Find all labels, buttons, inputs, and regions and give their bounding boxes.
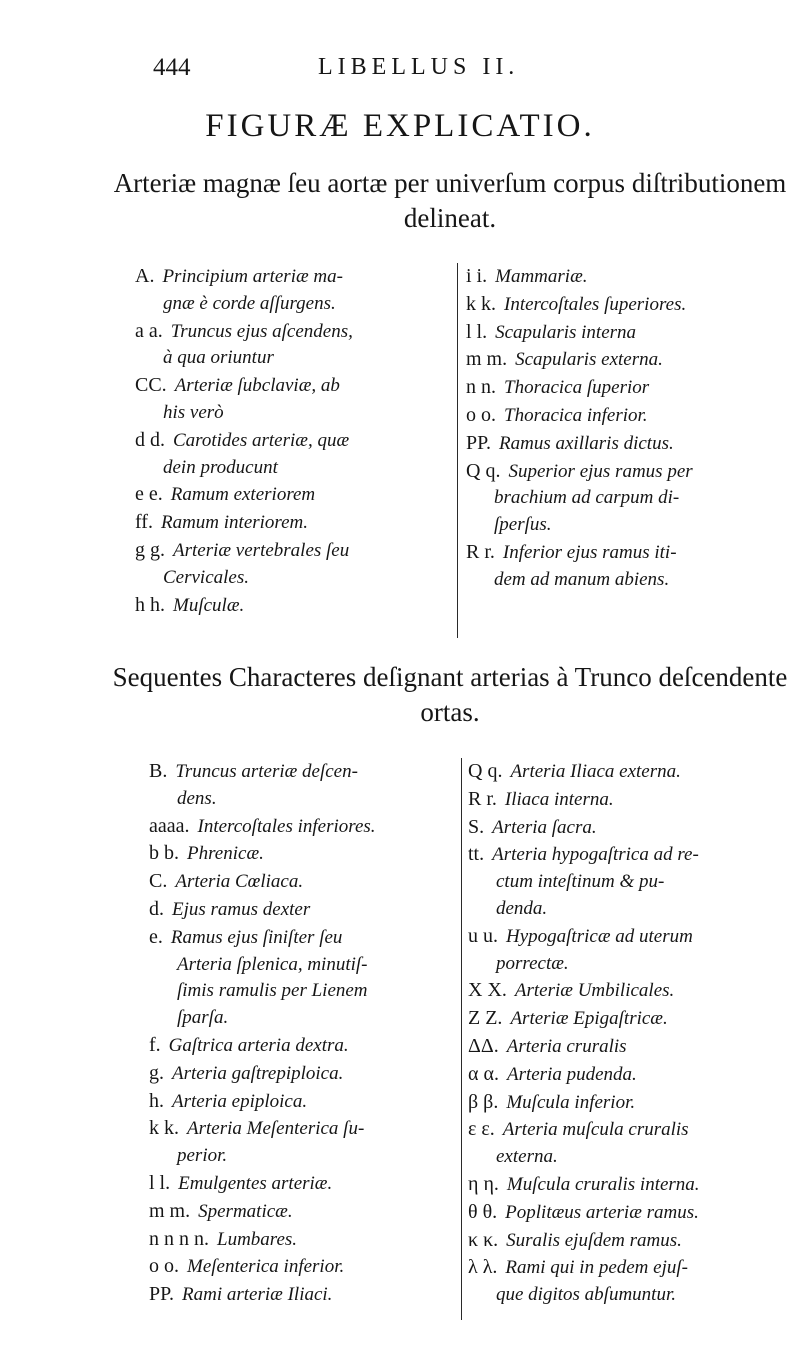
legend-label: d. [149, 897, 164, 920]
legend-entry [135, 372, 353, 400]
legend-label: n n. [466, 376, 496, 399]
legend-text: que digitos abſumuntur. [496, 1284, 676, 1306]
legend-entry [149, 1060, 376, 1088]
legend-label: λ λ. [468, 1256, 498, 1279]
legend-entry [466, 319, 693, 347]
legend-text: Ramus ejus ſiniſter ſeu [170, 926, 343, 948]
legend-label: g. [149, 1061, 164, 1084]
legend-entry [468, 1089, 700, 1117]
legend-entry [468, 1005, 700, 1033]
legend-entry [468, 841, 700, 869]
legend-text: Arteria muſcula cruralis [502, 1119, 689, 1141]
legend-entry [149, 1253, 376, 1281]
legend-text: Mammariæ. [495, 266, 588, 287]
legend-text: Scapularis interna [495, 321, 637, 343]
legend-label: g g. [135, 538, 165, 561]
legend-column-left [135, 263, 353, 619]
legend-text: Inferior ejus ramus iti- [502, 541, 677, 563]
legend-text: Arteria Iliaca externa. [510, 761, 681, 782]
legend-entry [468, 1116, 700, 1144]
legend-entry [135, 427, 353, 455]
legend-text: externa. [496, 1146, 558, 1168]
legend-entry [466, 402, 693, 430]
legend-entry [149, 868, 376, 896]
legend-entry [466, 346, 693, 374]
legend-text: à qua oriuntur [163, 347, 274, 369]
legend-text: Carotides arteriæ, quæ [173, 429, 350, 451]
legend-entry [466, 539, 693, 567]
legend-label: R r. [466, 540, 495, 563]
column-divider [461, 758, 462, 1320]
legend-column-right [466, 263, 693, 594]
legend-label: u u. [468, 924, 498, 947]
legend-entry [466, 485, 693, 512]
legend-entry [466, 567, 693, 594]
legend-text: Rami qui in pedem ejuſ- [505, 1257, 688, 1279]
legend-text: dens. [177, 787, 217, 809]
legend-label: Z Z. [468, 1007, 503, 1030]
legend-entry [149, 1226, 376, 1254]
legend-text: Hypogaſtricæ ad uterum [506, 925, 693, 947]
legend-label: f. [149, 1033, 161, 1056]
legend-text: Emulgentes arteriæ. [178, 1172, 333, 1194]
legend-label: S. [468, 815, 485, 838]
legend-label: α α. [468, 1062, 499, 1085]
legend-entry [466, 291, 693, 319]
legend-text: Intercoſtales inferiores. [197, 815, 376, 837]
legend-text: Muſcula inferior. [506, 1091, 636, 1113]
legend-label: B. [149, 760, 168, 782]
legend-label: aaaa. [149, 814, 190, 837]
legend-entry [468, 896, 700, 923]
legend-entry [468, 869, 700, 896]
legend-entry [468, 1199, 700, 1227]
legend-entry [149, 1198, 376, 1226]
legend-text: Ramum interiorem. [160, 512, 309, 534]
legend-entry [149, 786, 376, 813]
legend-text: Scapularis externa. [515, 349, 663, 371]
legend-text: Ramum exteriorem [170, 484, 316, 506]
legend-entry [468, 786, 700, 814]
legend-entry [466, 430, 693, 458]
legend-text: Superior ejus ramus per [508, 460, 693, 482]
legend-entry [468, 951, 700, 978]
running-head [0, 54, 800, 94]
legend-entry [468, 1144, 700, 1171]
legend-text: gnæ è corde aſſurgens. [163, 292, 336, 314]
legend-text: Arteria Meſenterica ſu- [187, 1118, 365, 1140]
main-heading: FIGURÆ EXPLICATIO. [205, 108, 595, 144]
legend-entry [468, 1227, 700, 1255]
legend-text: Phrenicæ. [187, 843, 264, 865]
legend-label: η η. [468, 1172, 499, 1195]
legend-entry [149, 840, 376, 868]
legend-entry [149, 952, 376, 979]
legend-label: d d. [135, 428, 165, 451]
legend-text: Arteria cruralis [506, 1035, 627, 1057]
legend-label: o o. [466, 403, 496, 426]
legend-entry [468, 1254, 700, 1282]
legend-text: Ejus ramus dexter [172, 898, 311, 920]
legend-entry [468, 1061, 700, 1089]
legend-text: Arteria hypogaſtrica ad re- [492, 844, 699, 866]
legend-label: h h. [135, 593, 165, 616]
legend-entry [149, 1088, 376, 1116]
legend-text: Arteria ſacra. [492, 816, 597, 838]
legend-text: Arteria pudenda. [506, 1063, 637, 1085]
legend-entry [135, 592, 353, 620]
legend-entry [135, 291, 353, 318]
legend-label: o o. [149, 1255, 179, 1278]
legend-text: perior. [177, 1145, 228, 1167]
legend-text: Arteriæ vertebrales ſeu [173, 539, 350, 561]
legend-label: A. [135, 265, 155, 287]
legend-label: n n n n. [149, 1227, 209, 1250]
legend-column-left [149, 758, 376, 1309]
legend-label: b b. [149, 842, 179, 865]
legend-entry [135, 345, 353, 372]
legend-text: dein producunt [163, 456, 278, 478]
legend-label: X X. [468, 979, 507, 1002]
legend-entry [468, 758, 700, 786]
legend-label: ε ε. [468, 1118, 495, 1141]
legend-text: Thoracica ſuperior [504, 377, 650, 399]
legend-text: ſperſus. [494, 514, 552, 536]
legend-text: Arteria epiploica. [172, 1090, 308, 1112]
legend-text: Gaſtrica arteria dextra. [168, 1034, 349, 1056]
legend-label: a a. [135, 319, 163, 342]
legend-text: Spermaticæ. [198, 1200, 293, 1222]
legend-text: Ramus axillaris dictus. [499, 432, 674, 454]
legend-text: Truncus ejus aſcendens, [170, 320, 353, 342]
legend-text: Lumbares. [217, 1228, 298, 1250]
column-divider [457, 263, 458, 638]
legend-text: Muſculæ. [173, 594, 245, 616]
legend-entry [466, 458, 693, 486]
intro-text: Arteriæ magnæ ſeu aortæ per univerſum corpus diſtributionem delineat. [113, 168, 787, 233]
legend-text: Muſcula cruralis interna. [506, 1173, 700, 1195]
legend-label: R r. [468, 787, 497, 810]
legend-label: m m. [149, 1199, 191, 1222]
legend-text: Intercoſtales ſuperiores. [504, 293, 687, 315]
legend-entry [149, 924, 376, 952]
legend-entry [135, 537, 353, 565]
legend-label: Q q. [466, 459, 501, 482]
legend-entry [135, 263, 353, 291]
legend-entry [149, 1032, 376, 1060]
legend-label: l l. [466, 320, 488, 343]
legend-label: PP. [149, 1283, 175, 1306]
legend-label: C. [149, 870, 168, 893]
legend-text: Arteria Cœliaca. [175, 871, 304, 893]
legend-label: l l. [149, 1171, 171, 1194]
legend-label: β β. [468, 1090, 499, 1113]
legend-entry [149, 896, 376, 924]
legend-label: i i. [466, 265, 488, 287]
legend-entry [149, 758, 376, 786]
legend-entry [135, 509, 353, 537]
legend-label: ff. [135, 511, 153, 534]
legend-label: m m. [466, 348, 508, 371]
legend-entry [149, 978, 376, 1005]
legend-text: denda. [496, 897, 548, 919]
legend-entry [468, 923, 700, 951]
legend-text: ſimis ramulis per Lienem [177, 980, 368, 1002]
legend-label: κ κ. [468, 1228, 499, 1251]
legend-text: Truncus arteriæ deſcen- [175, 761, 358, 782]
legend-text: his verò [163, 401, 224, 423]
legend-label: e. [149, 925, 163, 948]
legend-entry [135, 400, 353, 427]
legend-text: Arteriæ ſubclaviæ, ab [174, 375, 340, 397]
legend-entry [468, 814, 700, 842]
legend-text: ctum inteſtinum & pu- [496, 871, 665, 893]
legend-label: Q q. [468, 760, 503, 782]
legend-label: CC. [135, 374, 167, 397]
legend-entry [135, 318, 353, 346]
legend-entry [466, 263, 693, 291]
legend-text: Rami arteriæ Iliaci. [182, 1284, 333, 1306]
legend-entry [468, 977, 700, 1005]
legend-column-right [468, 758, 700, 1309]
legend-text: Arteria gaſtrepiploica. [172, 1062, 344, 1084]
legend-entry [149, 1281, 376, 1309]
legend-text: Iliaca interna. [504, 788, 614, 810]
legend-label: PP. [466, 431, 492, 454]
legend-text: brachium ad carpum di- [494, 487, 680, 509]
legend-entry [466, 512, 693, 539]
legend-label: h. [149, 1089, 164, 1112]
legend-entry [468, 1171, 700, 1199]
legend-text: ſparſa. [177, 1007, 229, 1029]
legend-text: Thoracica inferior. [504, 404, 648, 426]
legend-text: Cervicales. [163, 566, 250, 588]
legend-label: tt. [468, 843, 485, 866]
legend-label: k k. [149, 1117, 179, 1140]
legend-text: Arteriæ Umbilicales. [514, 980, 675, 1002]
legend-entry [149, 813, 376, 841]
legend-text: Arteria ſplenica, minutiſ- [177, 953, 368, 975]
legend-text: Poplitæus arteriæ ramus. [505, 1201, 699, 1223]
running-title: LIBELLUS II. [318, 54, 520, 80]
legend-label: ΔΔ. [468, 1034, 499, 1057]
legend-label: θ θ. [468, 1200, 498, 1223]
page-number: 444 [153, 54, 191, 81]
legend-entry [149, 1115, 376, 1143]
legend-entry [135, 565, 353, 592]
legend-entry [468, 1282, 700, 1309]
legend-entry [149, 1170, 376, 1198]
legend-entry [466, 374, 693, 402]
legend-entry [468, 1033, 700, 1061]
legend-label: e e. [135, 483, 163, 506]
legend-text: Meſenterica inferior. [187, 1256, 345, 1278]
legend-text: Principium arteriæ ma- [162, 266, 343, 287]
legend-text: Arteriæ Epigaſtricæ. [510, 1008, 668, 1030]
legend-text: dem ad manum abiens. [494, 568, 670, 590]
legend-entry [149, 1005, 376, 1032]
legend-text: porrectæ. [496, 952, 569, 974]
subheading: Sequentes Characteres deſignant arterias à Trunco deſcendente ortas. [112, 662, 788, 727]
legend-entry [135, 455, 353, 482]
legend-text: Suralis ejuſdem ramus. [506, 1229, 682, 1251]
legend-label: k k. [466, 292, 496, 315]
legend-entry [135, 481, 353, 509]
legend-entry [149, 1143, 376, 1170]
